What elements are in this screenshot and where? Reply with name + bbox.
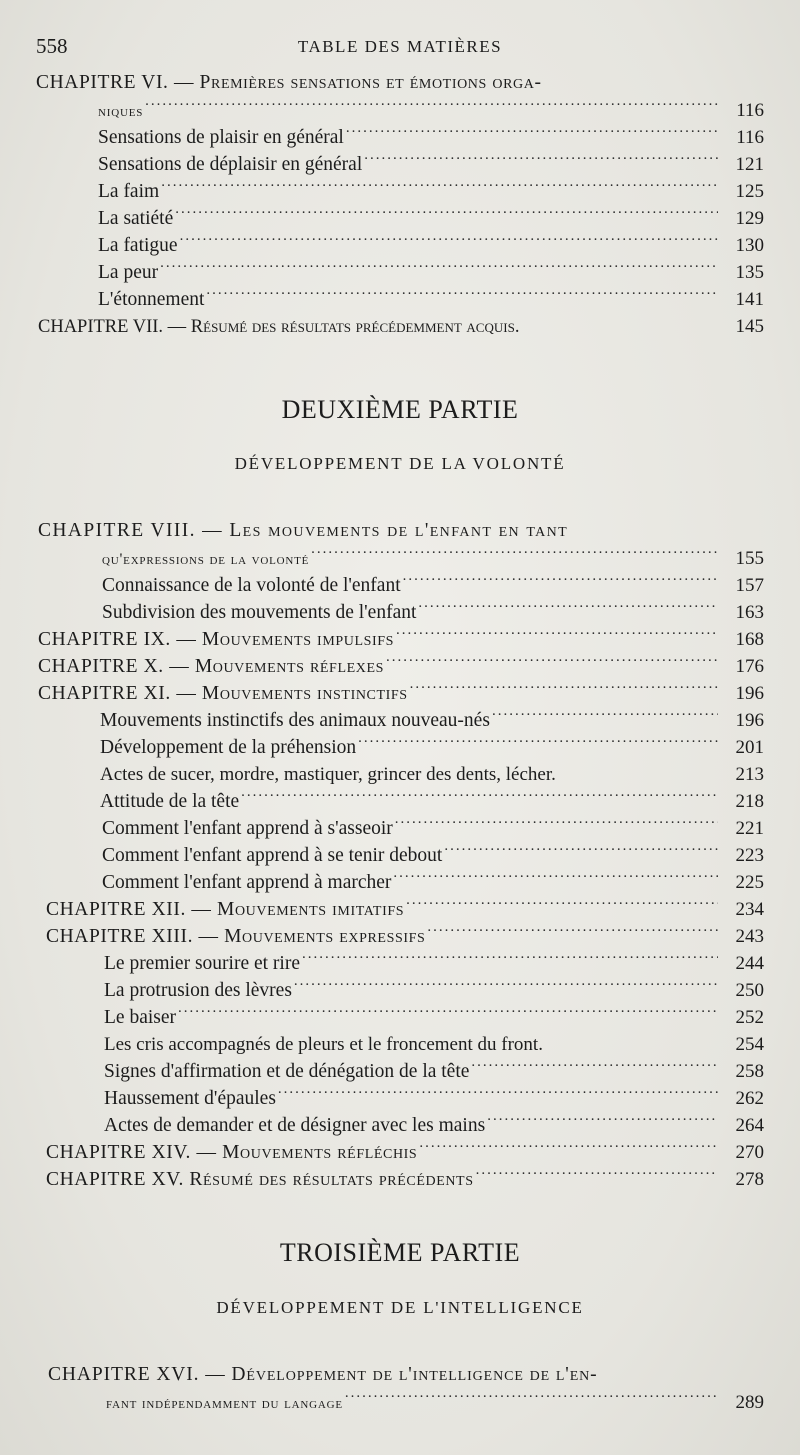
page-number: 558 — [36, 34, 68, 58]
toc-page-number: 163 — [735, 602, 764, 623]
dot-leader — [396, 628, 718, 642]
part-subtitle: DÉVELOPPEMENT DE LA VOLONTÉ — [234, 454, 566, 473]
toc-page-number: 264 — [735, 1115, 764, 1136]
toc-entry-chapter-ix — [38, 629, 764, 655]
toc-entry-label: La protrusion des lèvres — [104, 980, 292, 1001]
toc-page-number: 168 — [735, 629, 764, 650]
toc-page-number: 121 — [735, 154, 764, 175]
dot-leader — [476, 1168, 718, 1182]
toc-entry — [98, 181, 764, 207]
toc-entry — [104, 1034, 764, 1060]
toc-page-number: 155 — [735, 548, 764, 569]
dot-leader — [395, 817, 718, 831]
toc-entry-label: CHAPITRE XIII. — Mouvements expressifs — [46, 926, 426, 947]
toc-entry — [102, 548, 764, 574]
toc-entry — [106, 1392, 764, 1418]
toc-entry — [98, 262, 764, 288]
toc-page-number: 262 — [735, 1088, 764, 1109]
dot-leader — [145, 99, 718, 113]
toc-entry-label: La peur — [98, 262, 159, 283]
toc-entry-label: CHAPITRE XIV. — Mouvements réfléchis — [46, 1142, 418, 1163]
toc-entry — [102, 602, 764, 628]
toc-entry — [100, 737, 764, 763]
toc-entry-label: Signes d'affirmation et de dénégation de la tête — [104, 1061, 470, 1082]
part-title: TROISIÈME PARTIE — [279, 1238, 521, 1267]
toc-page-number: 250 — [735, 980, 764, 1001]
toc-entry-label: CHAPITRE VIII. — Les mouvements de l'enfant en tant — [38, 520, 569, 541]
toc-entry-chapter-x — [38, 656, 764, 682]
dot-leader — [294, 979, 718, 993]
dot-leader — [175, 207, 718, 221]
dot-leader — [403, 574, 718, 588]
toc-entry — [102, 872, 764, 898]
toc-entry-label: Le premier sourire et rire — [104, 953, 300, 974]
toc-page-number: 201 — [735, 737, 764, 758]
toc-entry — [104, 980, 764, 1006]
dot-leader — [492, 709, 718, 723]
toc-entry-label: CHAPITRE XI. — Mouvements instinctifs — [38, 683, 408, 704]
dot-leader — [410, 682, 718, 696]
toc-entry-label: Développement de la préhension — [100, 737, 357, 758]
dot-leader — [345, 1391, 718, 1405]
toc-entry-label: Le baiser — [104, 1007, 177, 1028]
toc-entry-label: CHAPITRE XV. Résumé des résultats précédents — [46, 1169, 474, 1190]
dot-leader — [487, 1114, 718, 1128]
toc-entry — [98, 289, 764, 315]
toc-page-number: 221 — [735, 818, 764, 839]
toc-entry-chapter-viii — [38, 520, 764, 546]
toc-page-number: 223 — [735, 845, 764, 866]
toc-entry-label: CHAPITRE VII. — Résumé des résultats précédemment acquis. — [38, 317, 520, 337]
toc-entry-label: CHAPITRE XVI. — Développement de l'intelligence de l'en- — [48, 1364, 598, 1385]
toc-page-number: 125 — [735, 181, 764, 202]
toc-entry — [98, 100, 764, 126]
toc-entry-label: Sensations de déplaisir en général — [98, 154, 363, 175]
toc-page-number: 145 — [735, 316, 764, 337]
toc-entry-label: Subdivision des mouvements de l'enfant — [102, 602, 417, 623]
toc-page-number: 278 — [735, 1169, 764, 1190]
toc-entry-label: L'étonnement — [98, 289, 205, 310]
toc-entry-label: La satiété — [98, 208, 174, 229]
toc-entry-label: Attitude de la tête — [100, 791, 240, 812]
dot-leader — [278, 1087, 718, 1101]
toc-entry — [98, 127, 764, 153]
toc-entry — [104, 1061, 764, 1087]
toc-entry — [104, 1007, 764, 1033]
toc-page-number: 196 — [735, 710, 764, 731]
dot-leader — [406, 898, 718, 912]
toc-page-number: 234 — [735, 899, 764, 920]
toc-entry-chapter-vi — [36, 72, 764, 98]
toc-entry-label: CHAPITRE VI. — Premières sensations et émotions orga- — [36, 72, 542, 93]
toc-page-number: 243 — [735, 926, 764, 947]
dot-leader — [427, 925, 718, 939]
dot-leader — [302, 952, 718, 966]
toc-page-number: 196 — [735, 683, 764, 704]
toc-page-number: 116 — [736, 100, 764, 121]
toc-entry-chapter-xv — [46, 1169, 764, 1195]
toc-page-number: 270 — [735, 1142, 764, 1163]
toc-entry-label: CHAPITRE XII. — Mouvements imitatifs — [46, 899, 405, 920]
toc-entry-label: niques — [98, 103, 144, 120]
dot-leader — [444, 844, 718, 858]
dot-leader — [178, 1006, 718, 1020]
dot-leader — [358, 736, 718, 750]
toc-page-number: 130 — [735, 235, 764, 256]
toc-entry-label: Comment l'enfant apprend à se tenir debout — [102, 845, 443, 866]
toc-page-number: 176 — [735, 656, 764, 677]
toc-page-number: 244 — [735, 953, 764, 974]
toc-page-number: 218 — [735, 791, 764, 812]
dot-leader — [160, 261, 718, 275]
toc-entry-chapter-xiii — [46, 926, 764, 952]
dot-leader — [471, 1060, 718, 1074]
toc-entry-label: Mouvements instinctifs des animaux nouveau-nés — [100, 710, 490, 731]
toc-page-number: 258 — [735, 1061, 764, 1082]
toc-entry — [102, 818, 764, 844]
toc-entry-label: Les cris accompagnés de pleurs et le froncement du front. — [104, 1034, 543, 1055]
toc-entry-label: CHAPITRE IX. — Mouvements impulsifs — [38, 629, 395, 650]
part-subtitle: DÉVELOPPEMENT DE L'INTELLIGENCE — [216, 1298, 584, 1317]
dot-leader — [241, 790, 718, 804]
toc-page-number: 116 — [736, 127, 764, 148]
toc-entry-chapter-xvi — [48, 1364, 764, 1390]
toc-entry-label: La fatigue — [98, 235, 178, 256]
running-title: TABLE DES MATIÈRES — [297, 37, 503, 56]
running-head — [36, 34, 764, 64]
toc-entry-label: La faim — [98, 181, 160, 202]
toc-entry — [100, 710, 764, 736]
toc-entry-label: CHAPITRE X. — Mouvements réflexes — [38, 656, 384, 677]
dot-leader — [206, 288, 718, 302]
toc-page-number: 213 — [735, 764, 764, 785]
toc-entry-label: fant indépendamment du langage — [106, 1395, 343, 1412]
toc-page-number: 135 — [735, 262, 764, 283]
toc-page-number: 225 — [735, 872, 764, 893]
toc-entry-chapter-xi — [38, 683, 764, 709]
toc-entry-chapter-vii — [38, 316, 764, 342]
toc-entry — [104, 1088, 764, 1114]
toc-entry — [98, 154, 764, 180]
toc-entry — [100, 791, 764, 817]
toc-entry — [104, 953, 764, 979]
part-title: DEUXIÈME PARTIE — [281, 395, 519, 424]
dot-leader — [311, 547, 718, 561]
dot-leader — [419, 1141, 718, 1155]
toc-page-number: 129 — [735, 208, 764, 229]
dot-leader — [386, 655, 718, 669]
toc-entry — [98, 208, 764, 234]
toc-entry-label: Actes de demander et de désigner avec les mains — [104, 1115, 486, 1136]
dot-leader — [161, 180, 718, 194]
toc-entry-label: Comment l'enfant apprend à marcher — [102, 872, 392, 893]
dot-leader — [364, 153, 718, 167]
toc-entry — [102, 575, 764, 601]
toc-entry — [100, 764, 764, 790]
toc-entry — [104, 1115, 764, 1141]
toc-entry-chapter-xii — [46, 899, 764, 925]
dot-leader — [393, 871, 718, 885]
dot-leader — [180, 234, 718, 248]
toc-entry-label: qu'expressions de la volonté — [102, 551, 310, 568]
toc-page-number: 289 — [735, 1392, 764, 1413]
toc-entry-label: Haussement d'épaules — [104, 1088, 276, 1109]
toc-entry-label: Sensations de plaisir en général — [98, 127, 344, 148]
toc-page-number: 157 — [735, 575, 764, 596]
toc-entry-label: Actes de sucer, mordre, mastiquer, grincer des dents, lécher. — [100, 764, 556, 785]
toc-entry-chapter-xiv — [46, 1142, 764, 1168]
toc-page-number: 141 — [735, 289, 764, 310]
toc-page-number: 254 — [735, 1034, 764, 1055]
toc-entry-label: Connaissance de la volonté de l'enfant — [102, 575, 401, 596]
toc-entry — [102, 845, 764, 871]
toc-page-number: 252 — [735, 1007, 764, 1028]
toc-entry-label: Comment l'enfant apprend à s'asseoir — [102, 818, 393, 839]
dot-leader — [418, 601, 718, 615]
toc-entry — [98, 235, 764, 261]
dot-leader — [346, 126, 718, 140]
